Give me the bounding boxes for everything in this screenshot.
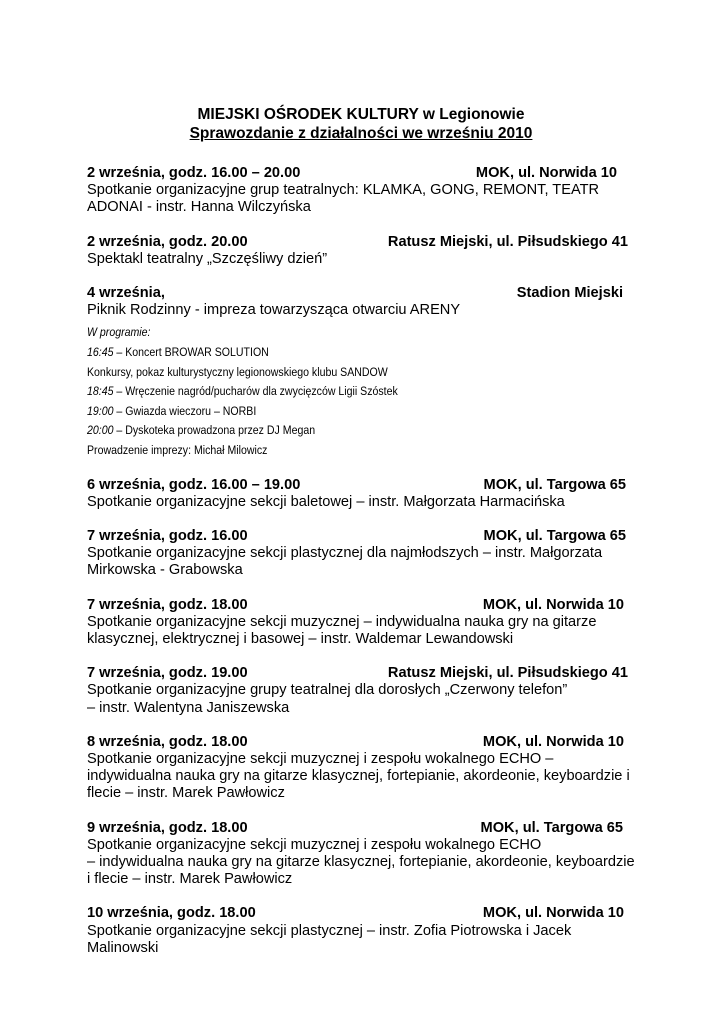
event-description: Piknik Rodzinny - impreza towarzysząca otwarciu ARENY [87,302,461,319]
event-description: Spotkanie organizacyjne sekcji plastycznej dla najmłodszych – instr. Małgorzata Mirkowska - Grabowska [87,545,603,579]
event-description: Spotkanie organizacyjne grupy teatralnej dla dorosłych „Czerwony telefon” – instr. Walentyna Janiszewska [87,682,568,716]
event-header [87,905,635,922]
event-header [87,477,635,494]
event-header [87,597,635,614]
event-place: Ratusz Miejski, ul. Piłsudskiego 41 [387,233,628,250]
event-date: 9 września, godz. 18.00 [87,819,248,836]
program-item [87,382,603,402]
event-entry [87,285,635,319]
event-program [87,323,603,460]
program-text: Konkursy, pokaz kulturystyczny legionowskiego klubu SANDOW [87,364,388,379]
event-entry [87,820,635,889]
event-description: Spotkanie organizacyjne sekcji muzycznej – indywidualna nauka gry na gitarze klasycznej, elektrycznej i basowej – instr. Waldemar Lewandowski [87,613,597,647]
event-header [87,734,635,751]
event-header [87,165,635,182]
document-subtitle: Sprawozdanie z działalności we wrześniu 2010 [189,125,533,142]
program-time: 20:00 [87,423,114,438]
program-text: – Dyskoteka prowadzona przez DJ Megan [113,423,316,438]
program-time: 16:45 [87,345,114,360]
event-header [87,528,635,545]
event-entry [87,528,635,580]
program-item [87,363,603,383]
program-item [87,441,603,461]
program-time: 19:00 [87,403,114,418]
document-title: MIEJSKI OŚRODEK KULTURY w Legionowie [197,106,525,123]
program-text: – Gwiazda wieczoru – NORBI [113,403,257,418]
event-description: Spotkanie organizacyjne grup teatralnych: KLAMKA, GONG, REMONT, TEATR ADONAI - instr. Hanna Wilczyńska [87,182,600,216]
event-header [87,665,635,682]
event-entry [87,665,635,717]
event-header [87,234,635,251]
event-date: 7 września, godz. 19.00 [87,665,248,682]
event-header [87,285,635,302]
event-date: 4 września, [87,285,165,302]
program-time: 18:45 [87,384,114,399]
document-header [87,105,635,143]
program-item [87,421,603,441]
event-date: 7 września, godz. 18.00 [87,596,248,613]
event-place: MOK, ul. Norwida 10 [482,905,624,922]
event-date: 8 września, godz. 18.00 [87,733,248,750]
event-description: Spotkanie organizacyjne sekcji plastycznej – instr. Zofia Piotrowska i Jacek Malinowski [87,922,572,956]
event-entry [87,905,635,957]
event-entry [87,734,635,803]
program-heading: W programie: [87,325,151,340]
program-text: – Koncert BROWAR SOLUTION [113,345,269,360]
event-description: Spotkanie organizacyjne sekcji muzycznej i zespołu wokalnego ECHO – indywidualna nauka gry na gitarze klasycznej, fortepianie, akordeonie, keyboardzie i flecie – instr. Marek Pawłowicz [87,836,635,888]
event-description: Spotkanie organizacyjne sekcji muzycznej i zespołu wokalnego ECHO – indywidualna nauka gry na gitarze klasycznej, fortepianie, akordeonie, keyboardzie i flecie – instr. Marek Pawłowicz [87,751,630,802]
event-date: 7 września, godz. 16.00 [87,527,248,544]
event-header [87,820,635,837]
event-place: MOK, ul. Norwida 10 [475,165,617,181]
document-page [87,105,635,957]
event-entry [87,477,635,511]
event-place: MOK, ul. Targowa 65 [480,819,623,836]
event-description: Spotkanie organizacyjne sekcji baletowej – instr. Małgorzata Harmacińska [87,493,565,510]
event-entry [87,234,635,268]
event-entry [87,165,635,217]
program-text: Prowadzenie imprezy: Michał Milowicz [87,442,268,457]
program-item [87,343,603,363]
event-entry [87,597,635,649]
program-item [87,402,603,422]
event-date: 2 września, godz. 20.00 [87,233,248,250]
event-date: 10 września, godz. 18.00 [87,905,256,922]
event-place: Ratusz Miejski, ul. Piłsudskiego 41 [387,665,628,682]
event-place: MOK, ul. Norwida 10 [482,733,624,750]
event-place: MOK, ul. Targowa 65 [483,527,626,544]
event-place: MOK, ul. Targowa 65 [483,476,626,493]
event-place: MOK, ul. Norwida 10 [482,596,624,613]
event-date: 2 września, godz. 16.00 – 20.00 [87,165,301,181]
event-date: 6 września, godz. 16.00 – 19.00 [87,476,301,493]
program-text: – Wręczenie nagród/pucharów dla zwycięzców Ligii Szóstek [113,384,398,399]
event-description: Spektakl teatralny „Szczęśliwy dzień” [87,250,328,267]
event-place: Stadion Miejski [516,285,623,302]
